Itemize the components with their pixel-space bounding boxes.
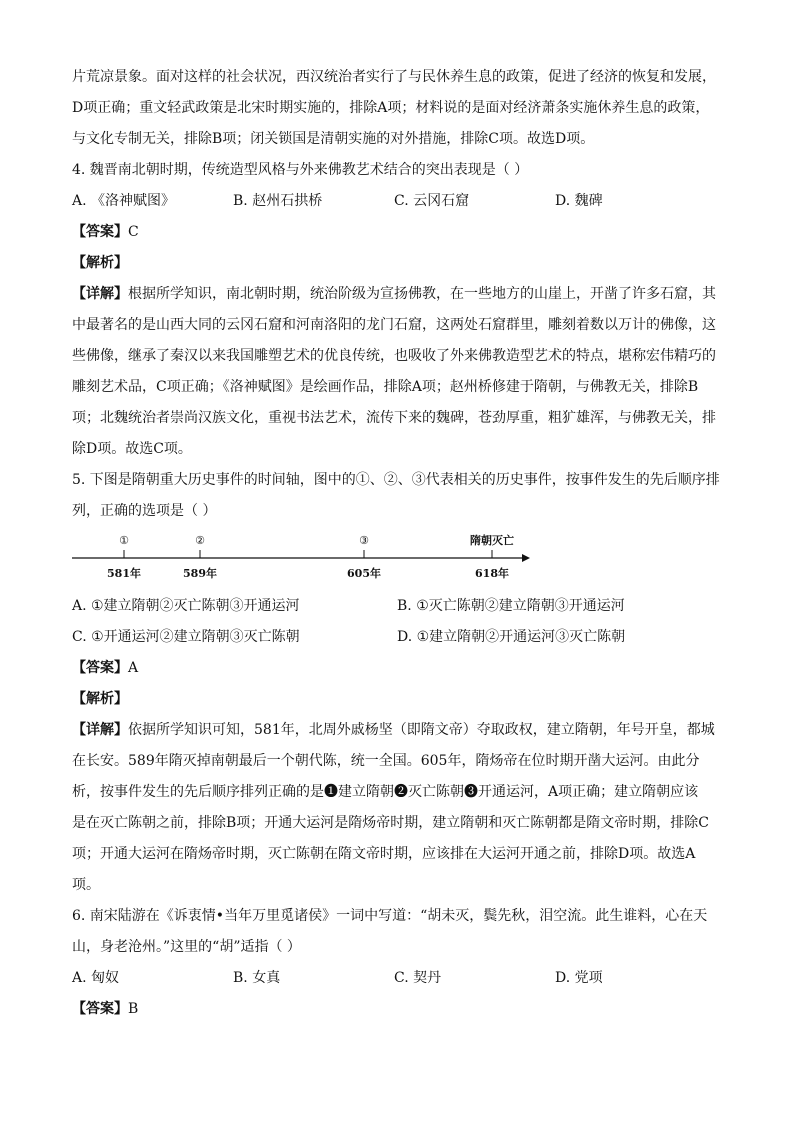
text-line: 与文化专制无关，排除B项；闭关锁国是清朝实施的对外措施，排除C项。故选D项。 — [72, 131, 595, 147]
timeline-year: 589年 — [183, 567, 217, 580]
text-line: 项；开通大运河在隋炀帝时期，灭亡陈朝在隋文帝时期，应该排在大运河开通之前，排除D项。故选A — [72, 846, 696, 862]
text-line: 析，按事件发生的先后顺序排列正确的是❶建立隋朝❷灭亡陈朝❸开通运河，A项正确；建立隋朝应该 — [72, 784, 699, 800]
q6-stem-line: 山，身老沧州。”这里的“胡”适指（ ） — [72, 939, 301, 955]
text-line: 【详解】依据所学知识可知，581年，北周外戚杨坚（即隋文帝）夺取政权，建立隋朝，年号开皇，都城 — [72, 722, 715, 738]
timeline-year: 581年 — [107, 567, 141, 580]
timeline-svg — [72, 529, 532, 589]
document-page — [72, 62, 722, 1025]
q4-options — [72, 186, 722, 217]
q6-option-b: B. 女真 — [233, 970, 281, 986]
q4-option-c: C. 云冈石窟 — [394, 193, 470, 209]
q4-analysis-heading — [72, 248, 722, 279]
q6-answer — [72, 994, 722, 1025]
answer-value: A — [128, 660, 139, 676]
text-line: 项。 — [72, 877, 100, 893]
timeline-marker: ① — [119, 534, 129, 547]
text-line: 【详解】根据所学知识，南北朝时期，统治阶级为宣扬佛教，在一些地方的山崖上，开凿了许多石窟，其 — [72, 286, 716, 302]
q5-analysis-heading — [72, 684, 722, 715]
q5-stem-line: 5. 下图是隋朝重大历史事件的时间轴，图中的①、②、③代表相关的历史事件，按事件发生的先后顺序排 — [72, 472, 720, 488]
timeline-marker: 隋朝灭亡 — [470, 534, 514, 547]
q5-option-b: B. ①灭亡陈朝②建立隋朝③开通运河 — [397, 598, 625, 614]
q6-options — [72, 963, 722, 994]
q6-option-d: D. 党项 — [555, 970, 603, 986]
q4-option-a: A. 《洛神赋图》 — [72, 193, 176, 209]
text-line: 中最著名的是山西大同的云冈石窟和河南洛阳的龙门石窟，这两处石窟群里，雕刻着数以万计的佛像，这 — [72, 317, 716, 333]
text-line: 除D项。故选C项。 — [72, 441, 192, 457]
timeline-year: 618年 — [475, 567, 509, 580]
detail-label: 【详解】 — [72, 286, 128, 302]
text-line: 片荒凉景象。面对这样的社会状况，西汉统治者实行了与民休养生息的政策，促进了经济的恢复和发展， — [72, 69, 716, 85]
text-line: 项；北魏统治者崇尚汉族文化，重视书法艺术，流传下来的魏碑，苍劲厚重，粗犷雄浑，与佛教无关，排 — [72, 410, 716, 426]
text-line: 是在灭亡陈朝之前，排除B项；开通大运河是隋炀帝时期，建立隋朝和灭亡陈朝都是隋文帝时期，排除C — [72, 815, 709, 831]
answer-label: 【答案】 — [72, 224, 128, 240]
q5-options-row-2 — [72, 622, 722, 653]
q4-stem: 4. 魏晋南北朝时期，传统造型风格与外来佛教艺术结合的突出表现是（ ） — [72, 162, 529, 178]
q4-detail — [72, 279, 722, 465]
timeline-marker: ② — [195, 534, 205, 547]
text-line: 在长安。589年隋灭掉南朝最后一个朝代陈，统一全国。605年，隋炀帝在位时期开凿大运河。由此分 — [72, 753, 700, 769]
q3-explanation-tail — [72, 62, 722, 155]
q5-option-a: A. ①建立隋朝②灭亡陈朝③开通运河 — [72, 598, 300, 614]
timeline-arrow — [522, 554, 530, 562]
q5-timeline — [72, 529, 722, 589]
q5-options-row-1 — [72, 591, 722, 622]
q5-option-c: C. ①开通运河②建立隋朝③灭亡陈朝 — [72, 629, 300, 645]
text-line: 雕刻艺术品，C项正确；《洛神赋图》是绘画作品，排除A项；赵州桥修建于隋朝，与佛教无关，排除B — [72, 379, 699, 395]
q4-answer — [72, 217, 722, 248]
q5-detail — [72, 715, 722, 901]
answer-value: C — [128, 224, 139, 240]
answer-value: B — [128, 1001, 139, 1017]
q6-stem-line: 6. 南宋陆游在《诉衷情•当年万里觅诸侯》一词中写道：“胡未灭，鬓先秋，泪空流。此生谁料，心在天 — [72, 908, 708, 924]
text-line: D项正确；重文轻武政策是北宋时期实施的，排除A项；材料说的是面对经济萧条实施休养生息的政策， — [72, 100, 710, 116]
q4-option-d: D. 魏碑 — [555, 193, 603, 209]
detail-label: 【详解】 — [72, 722, 128, 738]
timeline-marker: ③ — [359, 534, 369, 547]
q5-option-d: D. ①建立隋朝②开通运河③灭亡陈朝 — [397, 629, 626, 645]
q6-option-a: A. 匈奴 — [72, 970, 120, 986]
q5-answer — [72, 653, 722, 684]
analysis-label: 【解析】 — [72, 691, 128, 707]
text-line: 些佛像，继承了秦汉以来我国雕塑艺术的优良传统，也吸收了外来佛教造型艺术的特点，堪称宏伟精巧的 — [72, 348, 716, 364]
q4-option-b: B. 赵州石拱桥 — [233, 193, 323, 209]
analysis-label: 【解析】 — [72, 255, 128, 271]
timeline-year: 605年 — [347, 567, 381, 580]
q6-option-c: C. 契丹 — [394, 970, 442, 986]
answer-label: 【答案】 — [72, 660, 128, 676]
q5-stem-line: 列，正确的选项是（ ） — [72, 503, 217, 519]
answer-label: 【答案】 — [72, 1001, 128, 1017]
